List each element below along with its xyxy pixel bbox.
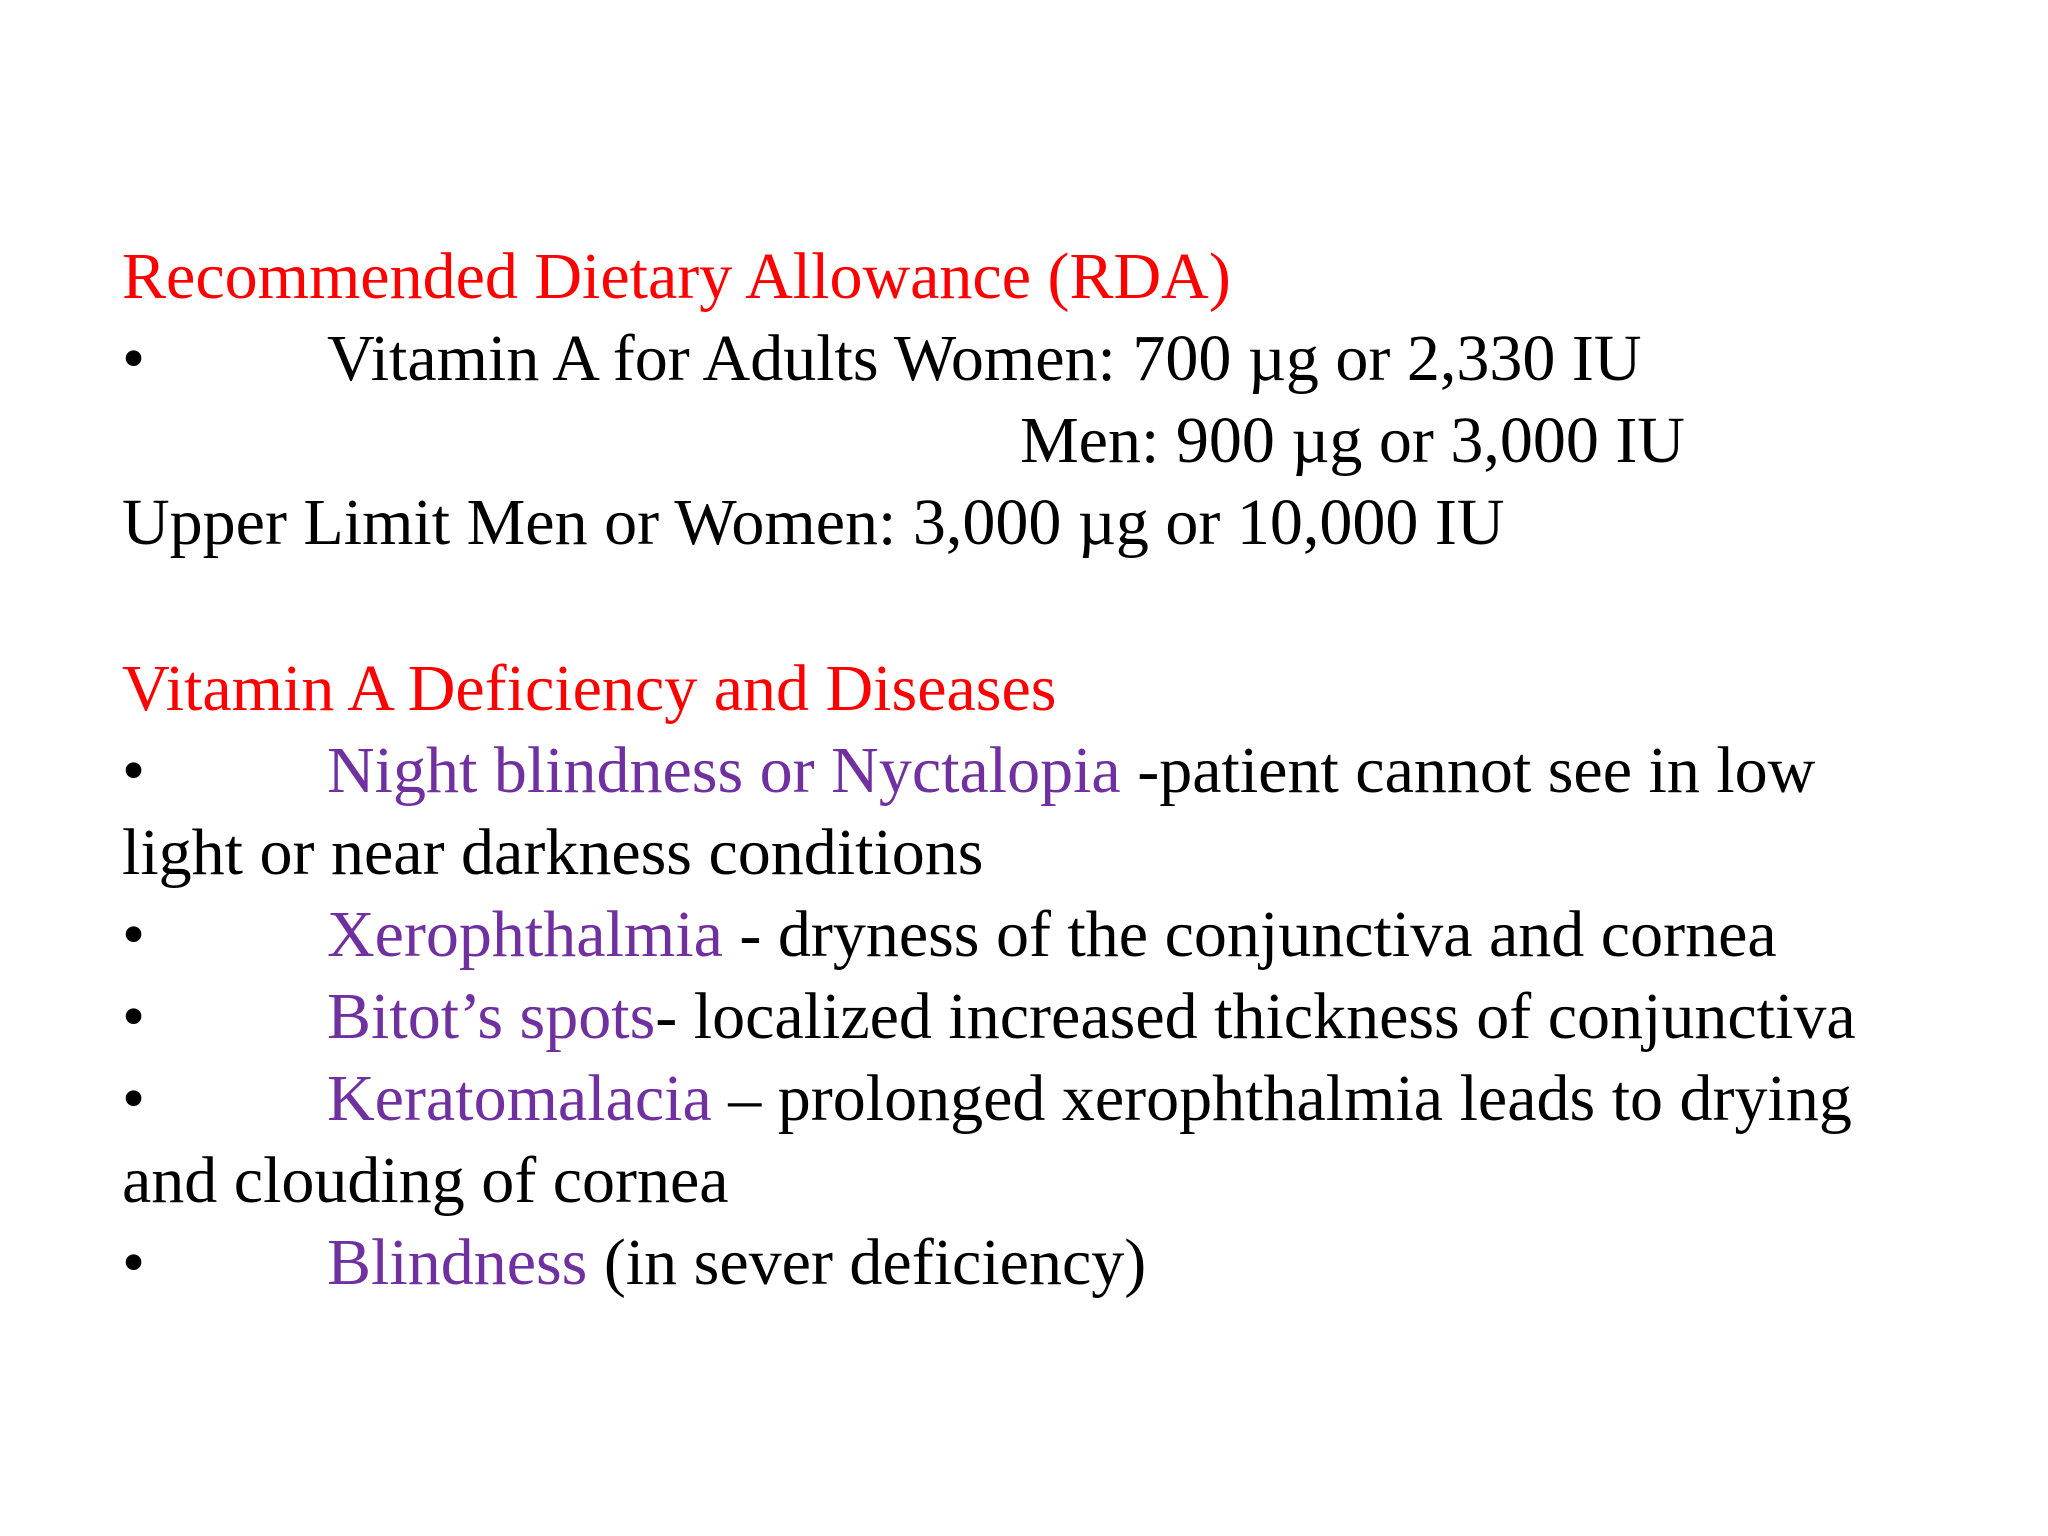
list-item xyxy=(122,976,1856,1058)
upper-limit-text: Upper Limit Men or Women: 3,000 µg or 10,000 IU xyxy=(122,486,1505,559)
rda-men-text: Men: 900 µg or 3,000 IU xyxy=(1020,404,1685,477)
disease-desc: - dryness of the conjunctiva and cornea xyxy=(722,898,1777,971)
disease-desc: – prolonged xerophthalmia leads to drying xyxy=(711,1062,1852,1135)
disease-desc: (in sever deficiency) xyxy=(587,1226,1147,1299)
disease-term: Bitot’s spots xyxy=(327,980,656,1053)
disease-desc: -patient cannot see in low xyxy=(1120,734,1816,807)
disease-desc: - localized increased thickness of conjunctiva xyxy=(655,980,1856,1053)
disease-desc-continuation: and clouding of cornea xyxy=(122,1144,729,1217)
disease-desc-continuation: light or near darkness conditions xyxy=(122,816,984,889)
disease-term: Keratomalacia xyxy=(327,1062,712,1135)
disease-term: Blindness xyxy=(327,1226,588,1299)
bullet: • xyxy=(122,1062,146,1135)
list-item xyxy=(122,1222,1146,1304)
disease-term: Xerophthalmia xyxy=(327,898,723,971)
disease-term: Night blindness or Nyctalopia xyxy=(327,734,1121,807)
list-item xyxy=(122,1058,1852,1140)
list-item xyxy=(122,894,1777,976)
bullet: • xyxy=(122,734,146,807)
rda-women-text: Vitamin A for Adults Women: 700 µg or 2,330 IU xyxy=(327,322,1642,395)
bullet: • xyxy=(122,1226,146,1299)
rda-heading: Recommended Dietary Allowance (RDA) xyxy=(122,240,1231,313)
bullet: • xyxy=(122,980,146,1053)
bullet: • xyxy=(122,898,146,971)
list-item xyxy=(122,730,1815,812)
rda-women-row xyxy=(122,318,1642,400)
bullet: • xyxy=(122,322,146,395)
deficiency-heading: Vitamin A Deficiency and Diseases xyxy=(122,652,1057,725)
